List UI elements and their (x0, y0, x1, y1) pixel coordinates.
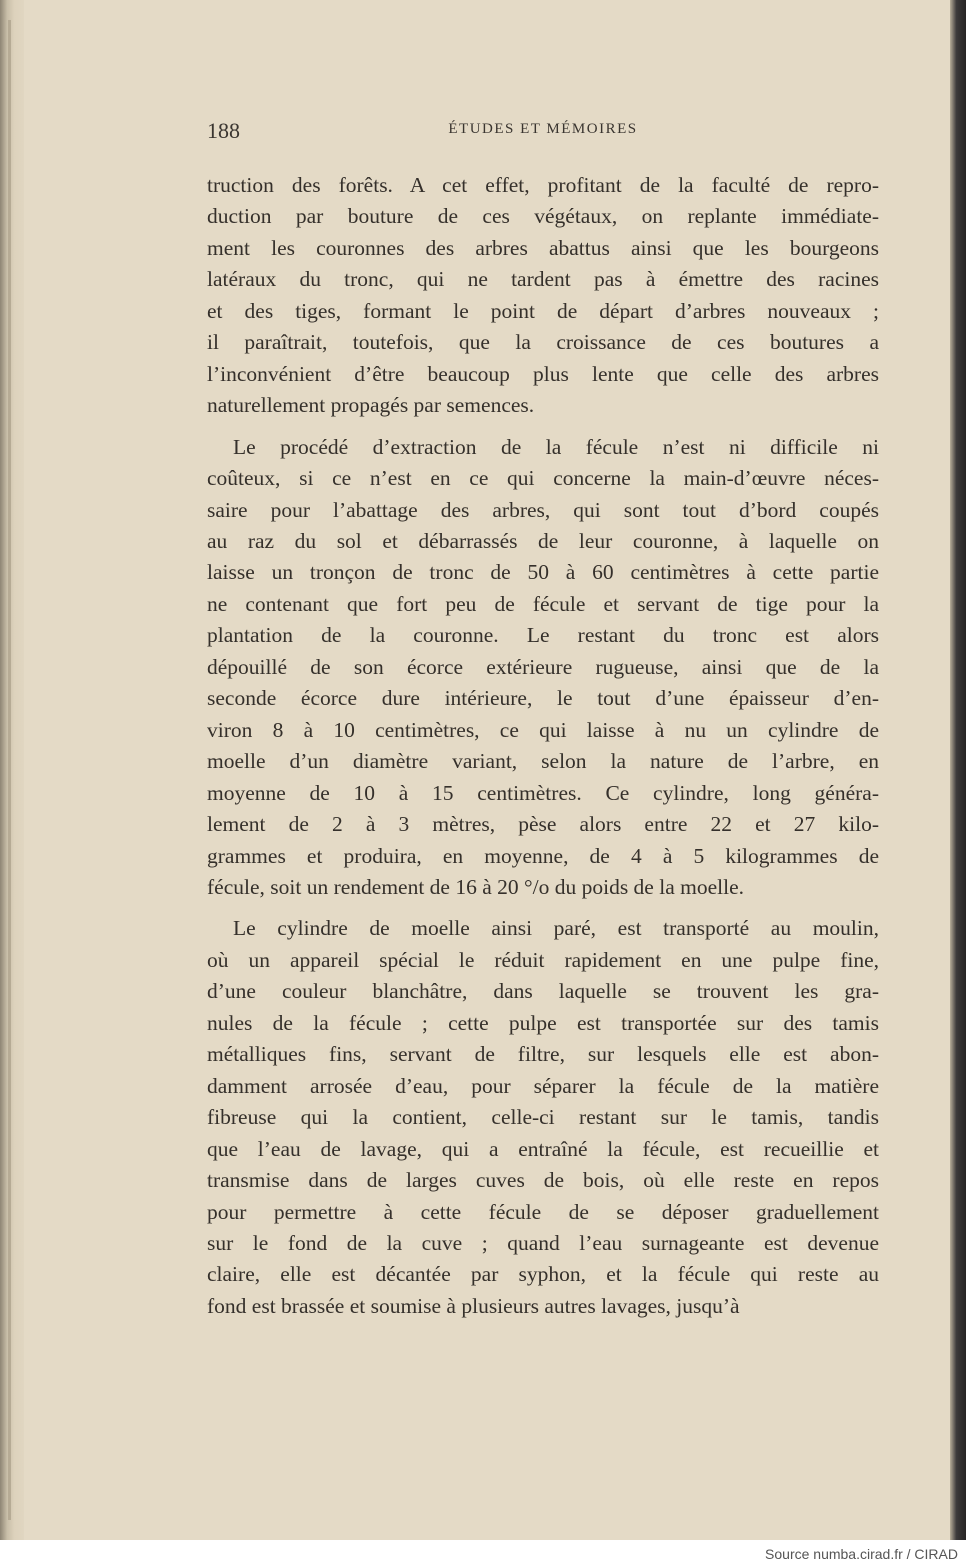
text-line: Le procédé d’extraction de la fécule n’est ni difficile ni (233, 434, 879, 459)
text-line: Le cylindre de moelle ainsi paré, est transporté au moulin, (233, 916, 879, 941)
text-line: transmise dans de larges cuves de bois, où elle reste en repos (207, 1168, 879, 1193)
text-line: fécule, soit un rendement de 16 à 20 °/o du poids de la moelle. (207, 874, 744, 899)
text-line: ment les couronnes des arbres abattus ainsi que les bourgeons (207, 235, 879, 260)
text-line: dépouillé de son écorce extérieure rugueuse, ainsi que de la (207, 654, 879, 679)
running-title: ÉTUDES ET MÉMOIRES (448, 121, 638, 137)
text-line: où un appareil spécial le réduit rapidement en une pulpe fine, (207, 947, 879, 972)
text-line: grammes et produira, en moyenne, de 4 à 5 kilogrammes de (207, 843, 879, 868)
page-stack-edge (0, 0, 24, 1540)
text-line: damment arrosée d’eau, pour séparer la fécule de la matière (207, 1073, 879, 1098)
text-line: plantation de la couronne. Le restant du tronc est alors (207, 623, 879, 648)
text-line: viron 8 à 10 centimètres, ce qui laisse à nu un cylindre de (207, 717, 879, 742)
text-line: latéraux du tronc, qui ne tardent pas à émettre des racines (207, 267, 879, 292)
paragraph (207, 170, 879, 422)
text-line: métalliques fins, servant de filtre, sur lesquels elle est abon- (207, 1042, 879, 1067)
paragraph (207, 432, 879, 904)
text-line: laisse un tronçon de tronc de 50 à 60 centimètres à cette partie (207, 560, 879, 585)
text-line: d’une couleur blanchâtre, dans laquelle se trouvent les gra- (207, 979, 879, 1004)
text-line: l’inconvénient d’être beaucoup plus lente que celle des arbres (207, 361, 879, 386)
page-body (207, 170, 879, 1332)
text-line: truction des forêts. A cet effet, profitant de la faculté de repro- (207, 173, 879, 197)
text-line: il paraîtrait, toutefois, que la croissance de ces boutures a (207, 330, 879, 355)
page-number: 188 (207, 118, 240, 143)
book-binding (950, 0, 966, 1540)
text-line: sur le fond de la cuve ; quand l’eau surnageante est devenue (207, 1230, 879, 1255)
text-line: ne contenant que fort peu de fécule et servant de tige pour la (207, 591, 879, 616)
text-line: lement de 2 à 3 mètres, pèse alors entre 22 et 27 kilo- (207, 812, 879, 837)
text-line: que l’eau de lavage, qui a entraîné la fécule, est recueillie et (207, 1136, 879, 1161)
text-line: seconde écorce dure intérieure, le tout d’une épaisseur d’en- (207, 686, 879, 711)
text-line: au raz du sol et débarrassés de leur couronne, à laquelle on (207, 528, 879, 553)
text-line: saire pour l’abattage des arbres, qui sont tout d’bord coupés (207, 497, 879, 522)
text-line: pour permettre à cette fécule de se déposer graduellement (207, 1199, 879, 1224)
text-line: claire, elle est décantée par syphon, et la fécule qui reste au (207, 1262, 879, 1287)
text-line: duction par bouture de ces végétaux, on replante immédiate- (207, 204, 879, 229)
source-credit: Source numba.cirad.fr / CIRAD (765, 1546, 958, 1562)
text-line: naturellement propagés par semences. (207, 393, 535, 418)
text-line: nules de la fécule ; cette pulpe est transportée sur des tamis (207, 1010, 879, 1035)
text-line: moyenne de 10 à 15 centimètres. Ce cylindre, long généra- (207, 780, 879, 805)
text-line: coûteux, si ce n’est en ce qui concerne la main-d’œuvre néces- (207, 466, 879, 491)
paragraph (207, 913, 879, 1322)
text-line: fibreuse qui la contient, celle-ci restant sur le tamis, tandis (207, 1105, 879, 1130)
page-stack-line (8, 20, 11, 1520)
text-line: moelle d’un diamètre variant, selon la nature de l’arbre, en (207, 749, 879, 774)
text-line: fond est brassée et soumise à plusieurs autres lavages, jusqu’à (207, 1293, 740, 1318)
text-line: et des tiges, formant le point de départ d’arbres nouveaux ; (207, 298, 879, 323)
page-header (207, 118, 879, 148)
